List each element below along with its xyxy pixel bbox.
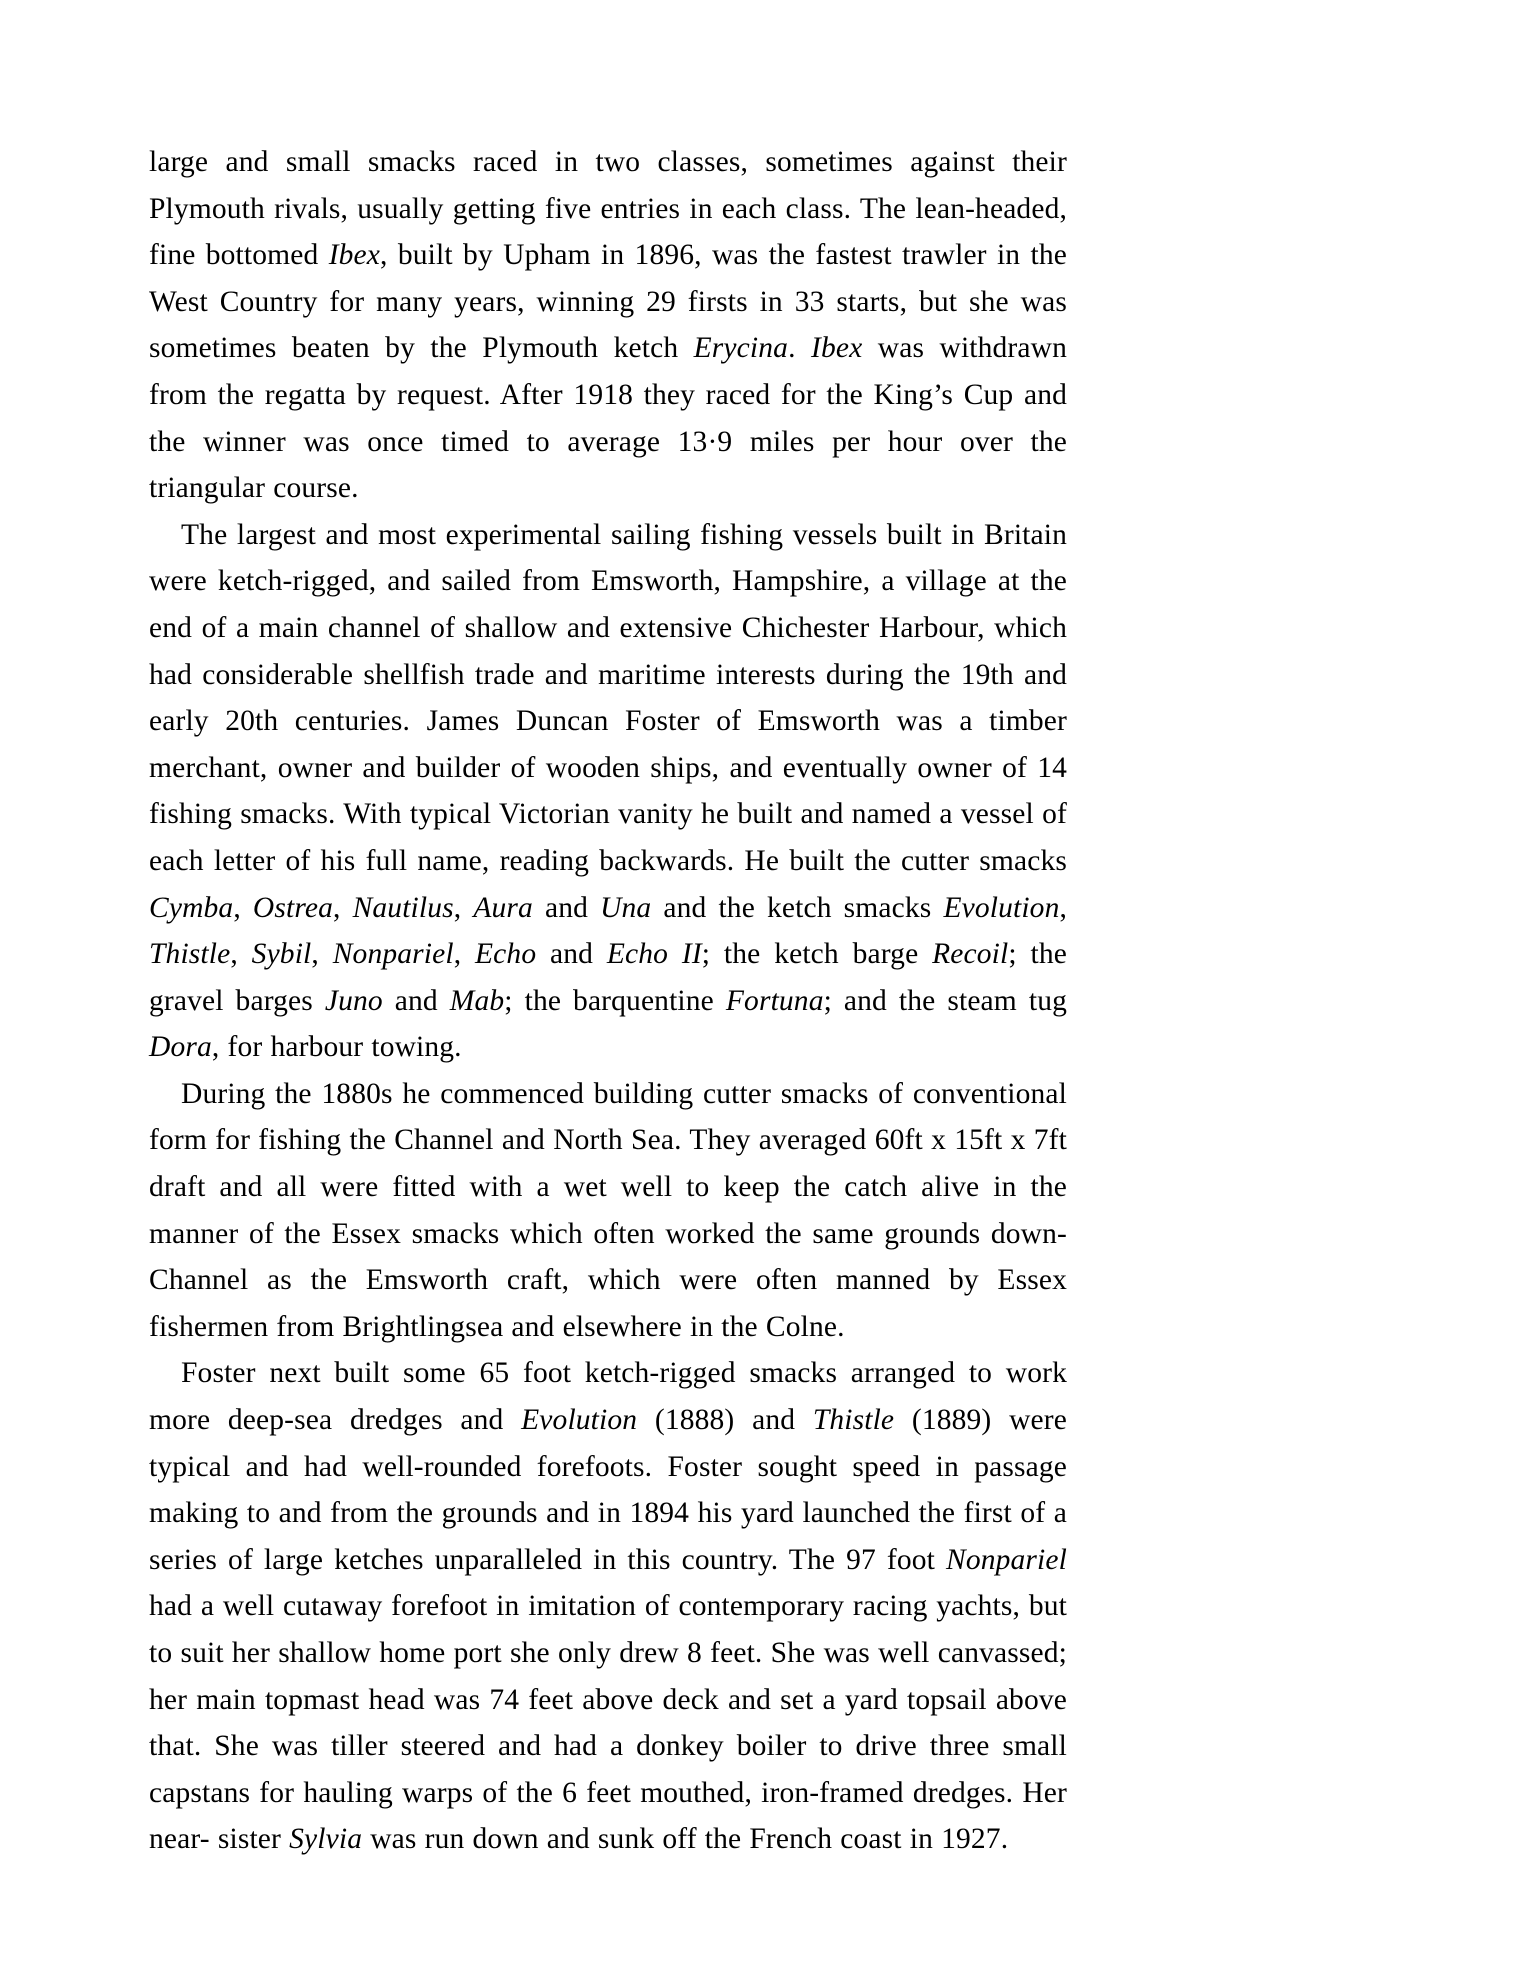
- text-run: was run down and sunk off the French coast in 1927.: [362, 1823, 1009, 1856]
- paragraph-1: [149, 139, 1067, 512]
- text-run: and the ketch smacks: [651, 891, 944, 924]
- text-run: Foster next built some 65 foot ketch-rigged smacks arranged to work more deep-sea dredges and: [149, 1357, 1067, 1437]
- vessel-name-italic: Echo II: [606, 938, 702, 971]
- text-run: large and small smacks raced in two classes, sometimes against their Plymouth rivals, usually getting five entries in each class. The lean-headed, fine bottomed: [149, 146, 1067, 272]
- vessel-name-italic: Juno: [324, 984, 383, 1017]
- vessel-name-italic: Fortuna: [725, 984, 824, 1017]
- vessel-name-italic: Echo: [475, 938, 537, 971]
- vessel-name-italic: Evolution: [943, 891, 1060, 924]
- text-run: ,: [333, 891, 353, 924]
- text-run: ,: [453, 891, 474, 924]
- paragraph-4: [149, 1350, 1067, 1863]
- text-run: ; and the steam tug: [823, 984, 1067, 1017]
- vessel-name-italic: Recoil: [932, 938, 1009, 971]
- vessel-name-italic: Cymba: [149, 891, 234, 924]
- vessel-name-italic: Dora: [149, 1031, 212, 1064]
- vessel-name-italic: Ibex: [328, 239, 381, 272]
- text-run: ,: [230, 938, 252, 971]
- text-run: The largest and most experimental sailing fishing vessels built in Britain were ketch-rigged, and sailed from Emsworth, Hampshire, a village at the end of a main channel of shallow and extensive Chichester Harbour, which had considerable shellfish trade and maritime interests during the 19th and early 20th centuries. James Duncan Foster of Emsworth was a timber merchant, owner and builder of wooden ships, and eventually owner of 14 fishing smacks. With typical Victorian vanity he built and named a vessel of each letter of his full name, reading backwards. He built the cutter smacks: [149, 518, 1067, 877]
- paragraph-2: [149, 512, 1067, 1071]
- text-run: and: [536, 938, 607, 971]
- body-text-column: [149, 139, 1067, 1863]
- text-run: was withdrawn from the regatta by request. After 1918 they raced for the King’s Cup and the winner was once timed to average 13·9 miles per hour over the triangular course.: [149, 332, 1067, 505]
- vessel-name-italic: Thistle: [149, 938, 231, 971]
- text-run: ,: [453, 938, 476, 971]
- vessel-name-italic: Sylvia: [289, 1823, 363, 1856]
- vessel-name-italic: Erycina: [693, 332, 789, 365]
- vessel-name-italic: Aura: [473, 891, 533, 924]
- text-run: and: [532, 891, 601, 924]
- text-run: , for harbour towing.: [211, 1031, 462, 1064]
- text-run: (1888) and: [637, 1404, 813, 1437]
- text-run: had a well cutaway forefoot in imitation of contemporary racing yachts, but to suit her shallow home port she only drew 8 feet. She was well canvassed; her main topmast head was 74 feet above deck and set a yard topsail above that. She was tiller steered and had a donkey boiler to drive three small capstans for hauling warps of the 6 feet mouthed, iron-framed dredges. Her near- sister: [149, 1590, 1067, 1856]
- vessel-name-italic: Sybil: [251, 938, 312, 971]
- vessel-name-italic: Nonpariel: [946, 1543, 1067, 1576]
- vessel-name-italic: Ibex: [811, 332, 863, 365]
- vessel-name-italic: Una: [600, 891, 652, 924]
- paragraph-3: [149, 1071, 1067, 1351]
- vessel-name-italic: Thistle: [812, 1404, 895, 1437]
- vessel-name-italic: Nonpariel: [332, 938, 454, 971]
- text-run: ; the barquentine: [504, 984, 726, 1017]
- vessel-name-italic: Mab: [449, 984, 505, 1017]
- text-run: (1889) were typical and had well-rounded forefoots. Foster sought speed in passage making to and from the grounds and in 1894 his yard launched the first of a series of large ketches unparalleled in this country. The 97 foot: [149, 1404, 1067, 1576]
- text-run: ; the gravel barges: [149, 938, 1067, 1017]
- text-run: .: [788, 332, 811, 365]
- text-run: ,: [233, 891, 253, 924]
- vessel-name-italic: Nautilus: [352, 891, 454, 924]
- vessel-name-italic: Evolution: [521, 1404, 638, 1437]
- text-run: ; the ketch barge: [701, 938, 933, 971]
- text-run: ,: [311, 938, 333, 971]
- vessel-name-italic: Ostrea: [252, 891, 333, 924]
- text-run: , built by Upham in 1896, was the fastest trawler in the West Country for many years, winning 29 firsts in 33 starts, but she was sometimes beaten by the Plymouth ketch: [149, 239, 1067, 365]
- text-run: During the 1880s he commenced building cutter smacks of conventional form for fishing the Channel and North Sea. They averaged 60ft x 15ft x 7ft draft and all were fitted with a wet well to keep the catch alive in the manner of the Essex smacks which often worked the same grounds down-Channel as the Emsworth craft, which were often manned by Essex fishermen from Brightlingsea and elsewhere in the Colne.: [149, 1077, 1067, 1343]
- text-run: ,: [1059, 891, 1067, 924]
- text-run: and: [382, 984, 450, 1017]
